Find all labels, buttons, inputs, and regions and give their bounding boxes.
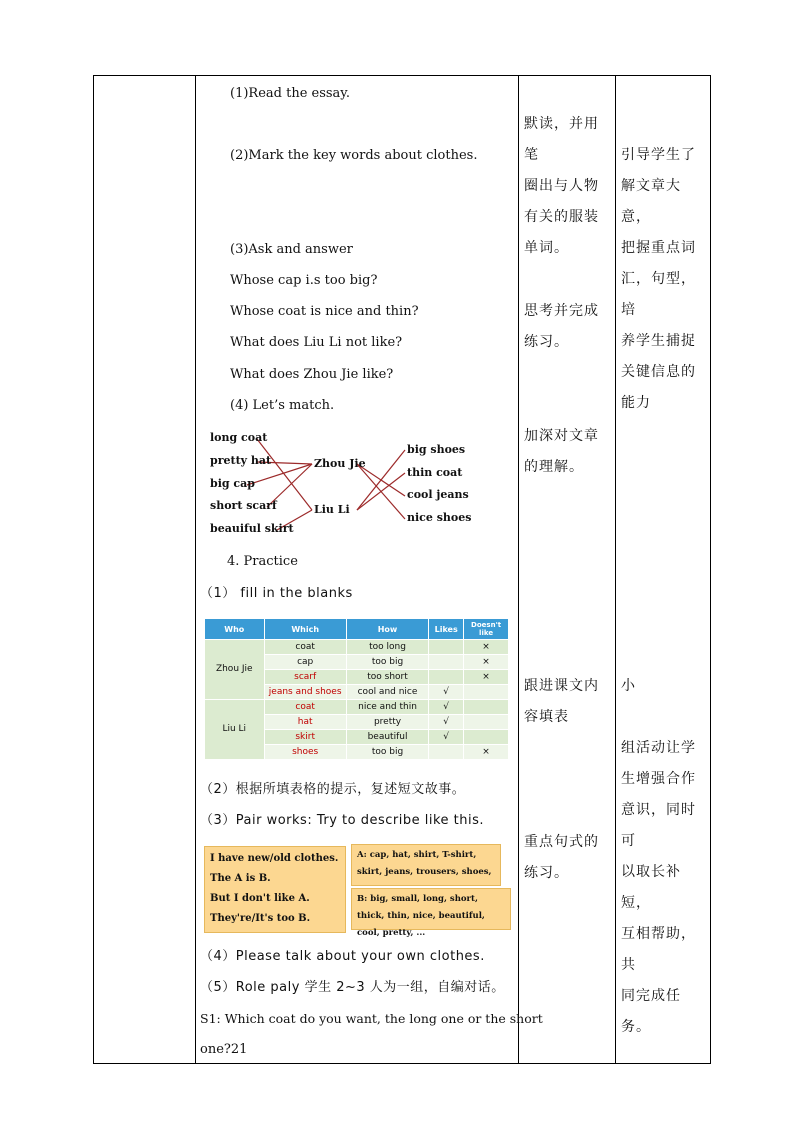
step-retell: （2）根据所填表格的提示，复述短文故事。 xyxy=(200,782,466,797)
table-cell-how: pretty xyxy=(346,715,428,730)
table-cell-who: Zhou Jie xyxy=(205,640,265,700)
step-match: (4) Let’s match. xyxy=(230,398,335,413)
table-cell-which: hat xyxy=(264,715,346,730)
step-talk: （4）Please talk about your own clothes. xyxy=(200,949,485,964)
header-likes: Likes xyxy=(429,619,464,640)
step-read: (1)Read the essay. xyxy=(230,86,351,101)
student-activity-4: 跟进课文内 容填表 xyxy=(524,678,599,725)
header-which: Which xyxy=(264,619,346,640)
pattern-line-1: I have new/old clothes. xyxy=(210,853,339,864)
column-divider xyxy=(615,76,616,1063)
match-middle-2: Liu Li xyxy=(314,503,350,516)
table-cell-how: too short xyxy=(346,670,428,685)
table-cell-which: coat xyxy=(264,700,346,715)
dialogue-s1-line2: one?21 xyxy=(200,1042,248,1057)
table-cell-how: cool and nice xyxy=(346,685,428,700)
word-box-a: A: cap, hat, shirt, T-shirt, skirt, jeans, trousers, shoes, xyxy=(351,844,501,886)
table-cell-dislike: × xyxy=(464,655,509,670)
table-cell-likes xyxy=(429,745,464,760)
student-activity-5: 重点句式的 练习。 xyxy=(524,834,599,881)
word-box-b: B: big, small, long, short, thick, thin, nice, beautiful, cool, pretty, ... xyxy=(351,888,511,930)
table-cell-how: too long xyxy=(346,640,428,655)
table-cell-likes: √ xyxy=(429,730,464,745)
match-left-1: long coat xyxy=(210,431,268,444)
table-row xyxy=(205,640,509,655)
table-cell-likes xyxy=(429,670,464,685)
table-cell-likes xyxy=(429,640,464,655)
question-3: What does Liu Li not like? xyxy=(230,335,403,350)
step-ask: (3)Ask and answer xyxy=(230,242,353,257)
student-activity-1: 默读，并用笔 圈出与人物 有关的服装 单词。 xyxy=(524,116,599,256)
table-cell-likes xyxy=(429,655,464,670)
table-cell-how: beautiful xyxy=(346,730,428,745)
table-cell-likes: √ xyxy=(429,700,464,715)
student-activity-2: 思考并完成 练习。 xyxy=(524,303,599,350)
pattern-line-4: They're/It's too B. xyxy=(210,913,311,924)
match-left-2: pretty hat xyxy=(210,454,272,467)
header-how: How xyxy=(346,619,428,640)
step-mark: (2)Mark the key words about clothes. xyxy=(230,148,478,163)
table-cell-which: shoes xyxy=(264,745,346,760)
table-cell-which: coat xyxy=(264,640,346,655)
design-intent-1: 引导学生了 解文章大意， 把握重点词 汇，句型，培 养学生捕捉 关键信息的 能力 xyxy=(621,147,696,411)
match-right-3: cool jeans xyxy=(407,488,469,501)
column-divider xyxy=(518,76,519,1063)
step-practice: 4. Practice xyxy=(227,554,298,569)
table-cell-how: nice and thin xyxy=(346,700,428,715)
step-role-play: （5）Role paly 学生 2~3 人为一组，自编对话。 xyxy=(200,980,505,995)
table-cell-dislike: × xyxy=(464,640,509,655)
question-2: Whose coat is nice and thin? xyxy=(230,304,419,319)
match-middle-1: Zhou Jie xyxy=(314,457,366,470)
question-4: What does Zhou Jie like? xyxy=(230,367,394,382)
table-cell-which: cap xyxy=(264,655,346,670)
pattern-line-3: But I don't like A. xyxy=(210,893,310,904)
table-cell-who: Liu Li xyxy=(205,700,265,760)
step-pair: （3）Pair works: Try to describe like this. xyxy=(200,813,484,828)
sentence-pattern-box xyxy=(204,846,346,933)
column-divider xyxy=(195,76,196,1063)
table-cell-which: skirt xyxy=(264,730,346,745)
table-cell-dislike: × xyxy=(464,745,509,760)
student-activity-3: 加深对文章 的理解。 xyxy=(524,428,599,475)
table-cell-how: too big xyxy=(346,745,428,760)
design-intent-3: 组活动让学 生增强合作 意识，同时可 以取长补短， 互相帮助，共 同完成任务。 xyxy=(621,740,696,1035)
match-right-1: big shoes xyxy=(407,443,466,456)
pattern-line-2: The A is B. xyxy=(210,873,271,884)
header-who: Who xyxy=(205,619,265,640)
table-cell-how: too big xyxy=(346,655,428,670)
table-cell-dislike xyxy=(464,685,509,700)
table-cell-likes: √ xyxy=(429,685,464,700)
lesson-table xyxy=(93,75,711,1064)
table-cell-likes: √ xyxy=(429,715,464,730)
fill-table xyxy=(204,618,509,760)
match-right-4: nice shoes xyxy=(407,511,472,524)
question-1: Whose cap i.s too big? xyxy=(230,273,378,288)
table-row xyxy=(205,700,509,715)
table-cell-which: scarf xyxy=(264,670,346,685)
table-cell-dislike xyxy=(464,715,509,730)
header-doesnt-like: Doesn't like xyxy=(464,619,509,640)
dialogue-s1-line1: S1: Which coat do you want, the long one or the short xyxy=(200,1011,543,1026)
table-cell-which: jeans and shoes xyxy=(264,685,346,700)
table-cell-dislike xyxy=(464,700,509,715)
matching-exercise xyxy=(207,428,472,540)
match-left-4: short scarf xyxy=(210,499,277,512)
design-intent-2: 小 xyxy=(621,678,636,694)
table-cell-dislike xyxy=(464,730,509,745)
step-fill: （1） fill in the blanks xyxy=(200,586,353,601)
table-cell-dislike: × xyxy=(464,670,509,685)
match-right-2: thin coat xyxy=(407,466,463,479)
match-left-5: beauiful skirt xyxy=(210,522,294,535)
match-left-3: big cap xyxy=(210,477,255,490)
